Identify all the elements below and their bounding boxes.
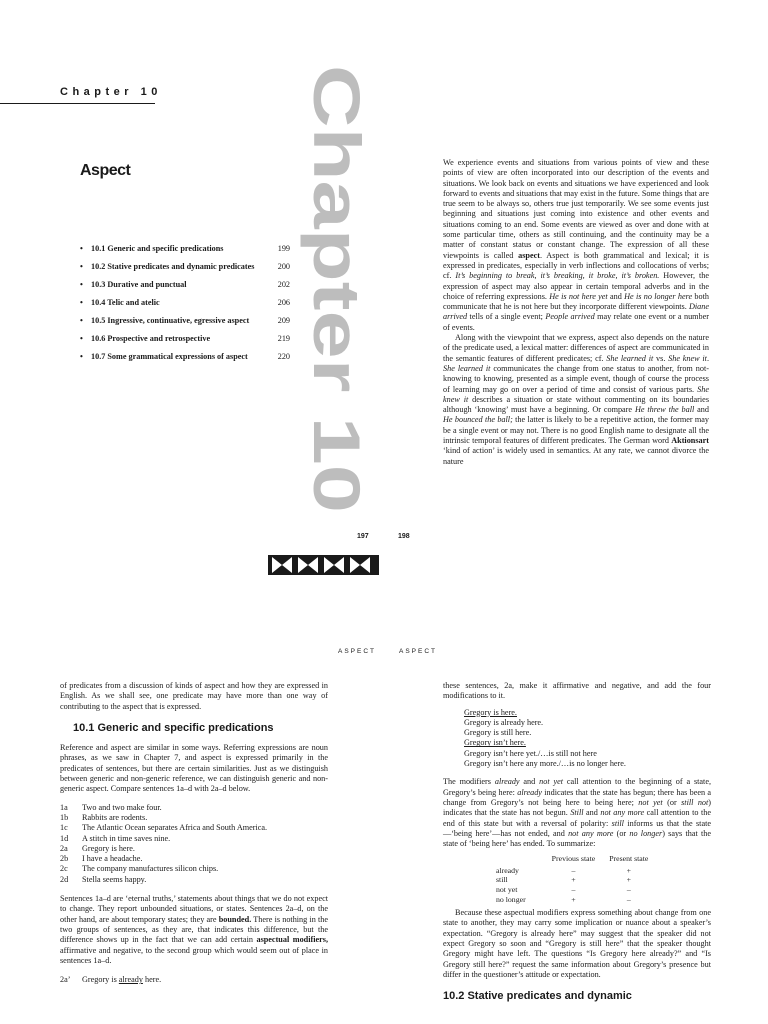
- example-line: Gregory isn’t here yet./…is still not here: [464, 748, 597, 758]
- example-phrase: already: [517, 787, 542, 797]
- key-term: aspectual modifiers,: [256, 935, 328, 945]
- example-phrase: It’s beginning to break, it’s breaking, it broke, it’s broken.: [455, 271, 660, 281]
- toc-page: 202: [277, 280, 290, 289]
- example-line: Gregory is here.: [464, 707, 517, 717]
- example-phrase: still: [611, 818, 624, 828]
- toc-label: 10.5 Ingressive, continuative, egressive aspect: [91, 316, 250, 325]
- text-run: The modifiers: [443, 777, 495, 787]
- table-of-contents: [80, 243, 290, 369]
- example-item: [60, 844, 328, 854]
- text-run: (or: [613, 828, 630, 838]
- example-item: [60, 864, 328, 874]
- example-item: [60, 875, 328, 885]
- paragraph: [60, 894, 328, 966]
- example-phrase: He is not here yet: [549, 291, 608, 301]
- example-line: Gregory is still here.: [464, 728, 532, 738]
- toc-page: 200: [277, 262, 290, 271]
- toc-page: 209: [277, 316, 290, 325]
- toc-item[interactable]: [80, 297, 290, 308]
- text-run: vs.: [653, 353, 669, 363]
- text-run: call attention to the end of this state but with a reversal of polarity:: [443, 808, 711, 828]
- table-row: [496, 875, 662, 885]
- text-run: Sentences 1a–d are ‘eternal truths,’ statements about things that we do not expect to change. They report unbounded situations, or states. Sentences 2a–d, on the other hand, are about temporary states; they are: [60, 894, 328, 924]
- example-phrase: not any more: [600, 808, 645, 818]
- example-text: [82, 975, 328, 985]
- text-run: Reference and aspect are similar in some ways. Referring expressions are noun phrases, as we saw in Chapter 7, and aspect is expressed primarily in the predicates of sentences, but there are certain similarities. Just as we distinguish between generic and non-generic reference, we can distinguish generic and non-generic aspect. Compare sentences 1a–d with 2a–d below.: [60, 743, 328, 794]
- example-text: A stitch in time saves nine.: [82, 833, 171, 843]
- example-lines: [464, 708, 711, 770]
- text-run: ) says that the state of ‘being here’ has ended. To summarize:: [443, 828, 711, 849]
- table-header: Present state: [609, 854, 649, 864]
- bullet-icon: •: [80, 262, 83, 271]
- example-phrase: Diane arrived: [443, 302, 709, 322]
- text-run: There is nothing in the two groups of sentences, as they are, that indicates this difference, but the difference shows up in the fact that we can add certain: [60, 914, 328, 945]
- bullet-icon: •: [80, 316, 83, 325]
- text-run: We experience events and situations from various points of view and these points of view are often incorporated into our description of the events and situations. We look back on events and situations we have experienced and look forward to events and situations that may exist in the future. Some things that are true seem to be always so, others true just temporarily. We see some events just beginning and situations just coming into existence and other events and situations coming to an end. Some events are viewed as over and done with at some particular time, others as still continuing, and the continuity may be a matter of constant status or constant change. The expression of all these viewpoints is called: [443, 158, 709, 260]
- bullet-icon: •: [80, 298, 83, 307]
- example-line: Gregory isn’t here.: [464, 738, 526, 748]
- text-run: call attention to the beginning of a state, Gregory’s being here:: [443, 777, 712, 797]
- state-table: [496, 854, 662, 904]
- table-row: [496, 866, 662, 876]
- key-term: aspect: [518, 250, 540, 260]
- chapter-title: Aspect: [80, 162, 131, 179]
- example-number: 1c: [60, 823, 68, 833]
- table-cell: –: [571, 865, 576, 875]
- big-chapter-text: Chapter 10: [300, 65, 374, 407]
- toc-item[interactable]: [80, 243, 290, 254]
- bullet-icon: •: [80, 244, 83, 253]
- text-run: here.: [142, 975, 162, 985]
- example-phrase: no longer: [629, 828, 663, 838]
- chapter-rule: [0, 103, 155, 104]
- example-item: [60, 803, 328, 813]
- toc-item[interactable]: [80, 333, 290, 344]
- text-run: and: [694, 405, 709, 415]
- bullet-icon: •: [80, 334, 83, 343]
- text-run: informs us that the state—‘being here’—has not ended, and: [443, 818, 711, 838]
- example-text: Rabbits are rodents.: [82, 812, 148, 822]
- text-run: Along with the viewpoint that we express, aspect also depends on the nature of the predicate used, a lexical matter: differences of aspect are communicated in the semantic features of different predicates; cf.: [443, 333, 709, 363]
- example-number: 2b: [60, 854, 69, 864]
- text-run: Gregory is: [82, 975, 119, 985]
- example-number: 2d: [60, 874, 69, 884]
- example-phrase: not yet: [539, 777, 563, 787]
- example-number: 2a: [60, 843, 68, 853]
- example-item: [60, 834, 328, 844]
- toc-label: 10.2 Stative predicates and dynamic predicates: [91, 262, 255, 271]
- paragraph: these sentences, 2a, make it affirmative and negative, and add the four modifications to it.: [443, 681, 711, 701]
- table-row: [496, 885, 662, 895]
- intro-paragraph: [443, 158, 709, 333]
- table-cell: already: [496, 865, 519, 875]
- text-run: (or: [662, 797, 682, 807]
- left-column: [60, 681, 328, 985]
- text-run: ) indicates that the state has not begun.: [443, 797, 712, 818]
- text-run: may relate one event or a number of events.: [443, 312, 710, 332]
- example-list: [60, 803, 328, 885]
- decorative-pattern: [268, 555, 379, 575]
- example-phrase: He threw the ball: [634, 405, 695, 415]
- table-cell: +: [626, 865, 631, 875]
- table-cell: no longer: [496, 894, 526, 904]
- table-header: Previous state: [551, 854, 596, 864]
- example-number: 1b: [60, 812, 69, 822]
- example-number: 2c: [60, 864, 68, 874]
- section-heading: 10.1 Generic and specific predications: [73, 721, 274, 734]
- example-phrase: still not: [681, 797, 709, 807]
- toc-item[interactable]: [80, 315, 290, 326]
- text-run: and: [583, 808, 601, 818]
- intro-text: [443, 158, 709, 467]
- bullet-icon: •: [80, 280, 83, 289]
- bullet-icon: •: [80, 352, 83, 361]
- example-number: 1a: [60, 802, 68, 812]
- chapter-label: Chapter 10: [60, 86, 162, 98]
- intro-paragraph: [443, 333, 709, 467]
- text-run: both communicate that he is not here but they incorporate different viewpoints.: [443, 291, 709, 312]
- table-cell: –: [626, 884, 631, 894]
- example-text: Stella seems happy.: [82, 874, 147, 884]
- paragraph: [60, 743, 328, 794]
- table-cell: –: [626, 894, 631, 904]
- table-header-row: [496, 854, 662, 865]
- example-phrase: not any more: [568, 828, 614, 838]
- example-text: The company manufactures silicon chips.: [82, 864, 219, 874]
- paragraph: [443, 777, 711, 849]
- example-item: [60, 813, 328, 823]
- example-phrase: She knew it: [443, 384, 709, 404]
- key-term: bounded.: [218, 914, 252, 924]
- toc-page: 199: [277, 244, 290, 253]
- toc-label: 10.3 Durative and punctual: [91, 280, 187, 289]
- toc-item[interactable]: [80, 279, 290, 290]
- example-item: [60, 975, 328, 985]
- table-row: [496, 895, 662, 905]
- table-cell: –: [571, 884, 576, 894]
- example-phrase: already: [494, 777, 520, 787]
- table-cell: +: [626, 875, 631, 885]
- example-text: I have a headache.: [82, 854, 143, 864]
- underlined-word: already: [118, 975, 143, 985]
- example-phrase: She knew it: [668, 353, 707, 363]
- table-cell: still: [496, 875, 508, 885]
- example-line: Gregory isn’t here any more./…is no longer here.: [464, 759, 626, 769]
- example-number: 1d: [60, 833, 69, 843]
- text-run: However, the expression of aspect may also appear in certain temporal adverbs and in the choice of referring expressions.: [443, 271, 709, 301]
- page-number-right: 198: [398, 533, 410, 540]
- example-phrase: not yet: [638, 797, 663, 807]
- table-header: [496, 854, 552, 865]
- text-run: communicates the change from one status to another, from not-knowing to knowing, presented as a simple event, though of course the process of learning may go on over a period of time and consist of various parts.: [443, 363, 709, 394]
- table-cell: +: [571, 875, 576, 885]
- toc-page: 206: [277, 298, 290, 307]
- text-run: the latter is likely to be a repetitive action, the former may be a single event or may not. There is no good English name to designate all the intrinsic temporal features of different predicates. The German word: [443, 415, 710, 446]
- key-term: Aktionsart: [671, 436, 709, 446]
- table-cell: not yet: [496, 884, 518, 894]
- big-chapter-heading: [300, 65, 374, 515]
- right-column: [443, 681, 711, 1002]
- example-line: Gregory is already here.: [464, 717, 544, 727]
- toc-page: 219: [277, 334, 290, 343]
- text-run: .: [706, 353, 709, 363]
- text-run: and: [607, 291, 625, 301]
- example-phrase: She learned it: [606, 353, 654, 363]
- example-phrase: He is no longer here: [624, 291, 693, 301]
- example-phrase: He bounced the ball;: [443, 415, 513, 425]
- text-run: describes a situation or state without commenting on its boundaries although ‘knowing’ must have a beginning. Or compare: [443, 394, 710, 415]
- section-heading: 10.2 Stative predicates and dynamic: [443, 990, 632, 1003]
- example-text: Two and two make four.: [82, 802, 162, 812]
- example-phrase: Still: [570, 808, 584, 818]
- toc-item[interactable]: [80, 351, 290, 362]
- example-phrase: She learned it: [443, 363, 491, 373]
- toc-label: 10.7 Some grammatical expressions of aspect: [91, 352, 248, 361]
- text-run: affirmative and negative, to the second group which would seem out of place in sentences 1a–d.: [60, 945, 328, 965]
- table-cell: +: [571, 894, 576, 904]
- paragraph: Because these aspectual modifiers express something about change from one state to another, they may carry some implication or nuance about a speaker’s expectation. “Gregory is already here” may suggest that the speaker did not expect Gregory so soon and “Gregory is still here” that the speaker thought Gregory might have left. The questions “Is Gregory here already?” and “Is Gregory still here?” request the same information about Gregory’s presence but differ in the questioner’s attitude or expectation.: [443, 908, 711, 979]
- example-phrase: People arrived: [545, 312, 595, 322]
- text-run: . Aspect is both grammatical and lexical; it is expressed in predicates, especially in verb inflections and collocations of verbs; cf.: [443, 250, 709, 281]
- example-item: [60, 854, 328, 864]
- toc-label: 10.4 Telic and atelic: [91, 298, 160, 307]
- example-text: Gregory is here.: [82, 843, 135, 853]
- toc-label: 10.1 Generic and specific predications: [91, 244, 224, 253]
- text-run: and: [519, 777, 540, 787]
- text-run: tells of a single event;: [467, 312, 546, 322]
- example-item: [60, 823, 328, 833]
- paragraph: of predicates from a discussion of kinds of aspect and how they are expressed in English. As we shall see, one predicate may have more than one way of contributing to the aspect that is expressed.: [60, 681, 328, 711]
- example-number: 2a’: [60, 975, 71, 985]
- running-head-left: ASPECT: [338, 648, 377, 655]
- text-run: indicates that the state has begun; there has been a change from Gregory’s not being here to being here;: [443, 787, 712, 807]
- toc-label: 10.6 Prospective and retrospective: [91, 334, 211, 343]
- running-head-right: ASPECT: [399, 648, 438, 655]
- page-number-left: 197: [357, 533, 369, 540]
- example-text: The Atlantic Ocean separates Africa and South America.: [82, 823, 268, 833]
- text-run: ‘kind of action’ is widely used in semantics. At any rate, we cannot divorce the nature: [443, 446, 709, 466]
- toc-page: 220: [277, 352, 290, 361]
- toc-item[interactable]: [80, 261, 290, 272]
